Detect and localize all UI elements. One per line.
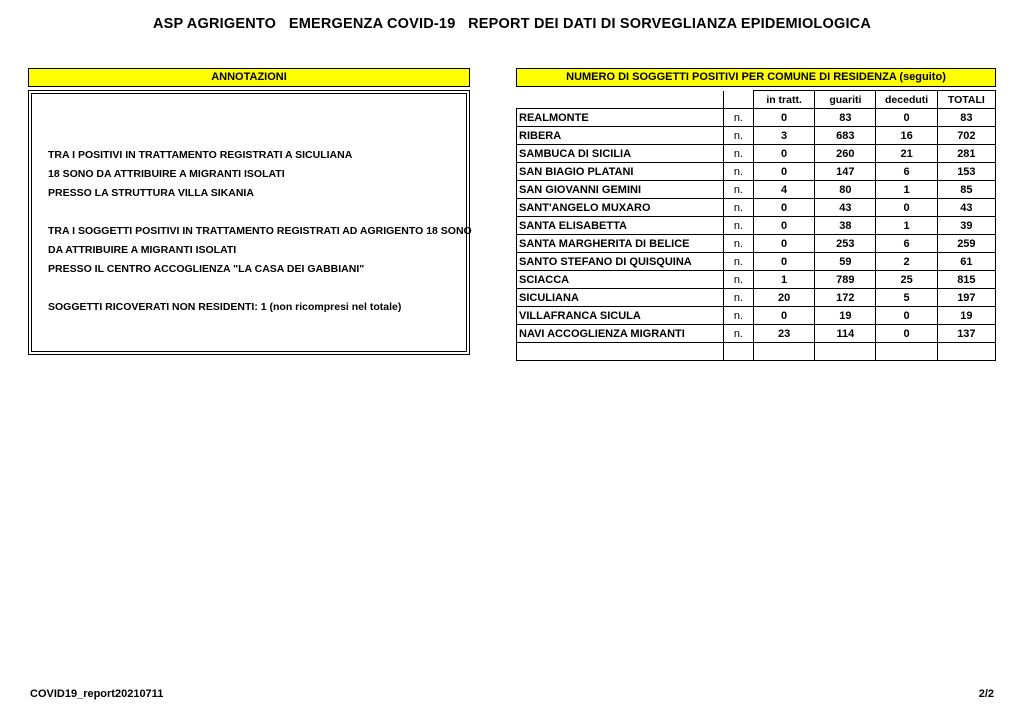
cell-in-trattamento: 0 — [753, 163, 814, 181]
cell-guariti: 43 — [815, 199, 876, 217]
positives-table — [516, 90, 996, 361]
annotation-line: TRA I SOGGETTI POSITIVI IN TRATTAMENTO REGISTRATI AD AGRIGENTO 18 SONO — [48, 225, 472, 237]
positives-table-panel — [516, 68, 996, 361]
cell-in-trattamento: 0 — [753, 307, 814, 325]
cell-unit: n. — [723, 289, 753, 307]
cell-totali: 197 — [937, 289, 995, 307]
footer-filename: COVID19_report20210711 — [30, 688, 164, 700]
positives-table-header: NUMERO DI SOGGETTI POSITIVI PER COMUNE DI RESIDENZA (seguito) — [516, 68, 996, 87]
cell-unit: n. — [723, 199, 753, 217]
cell-comune: SANTA MARGHERITA DI BELICE — [517, 235, 724, 253]
annotation-line: PRESSO LA STRUTTURA VILLA SIKANIA — [48, 187, 254, 199]
cell-comune — [517, 343, 724, 361]
column-header-guariti: guariti — [815, 91, 876, 109]
cell-comune: SAMBUCA DI SICILIA — [517, 145, 724, 163]
column-header-in-trattamento: in tratt. — [753, 91, 814, 109]
cell-guariti — [815, 343, 876, 361]
cell-guariti: 147 — [815, 163, 876, 181]
annotations-text-container — [31, 93, 472, 352]
cell-totali: 815 — [937, 271, 995, 289]
cell-comune: SANT'ANGELO MUXARO — [517, 199, 724, 217]
cell-totali: 39 — [937, 217, 995, 235]
annotation-line: 18 SONO DA ATTRIBUIRE A MIGRANTI ISOLATI — [48, 168, 285, 180]
cell-guariti: 172 — [815, 289, 876, 307]
cell-deceduti: 6 — [876, 163, 937, 181]
cell-in-trattamento: 4 — [753, 181, 814, 199]
cell-in-trattamento: 0 — [753, 235, 814, 253]
table-row — [517, 181, 996, 199]
column-header-unit — [723, 91, 753, 109]
column-header-deceduti: deceduti — [876, 91, 937, 109]
cell-guariti: 38 — [815, 217, 876, 235]
cell-comune: SICULIANA — [517, 289, 724, 307]
annotation-spacer — [48, 279, 466, 298]
cell-guariti: 260 — [815, 145, 876, 163]
annotations-panel — [28, 68, 470, 355]
cell-comune: SAN GIOVANNI GEMINI — [517, 181, 724, 199]
table-row — [517, 217, 996, 235]
cell-comune: VILLAFRANCA SICULA — [517, 307, 724, 325]
cell-totali: 137 — [937, 325, 995, 343]
table-row — [517, 109, 996, 127]
cell-unit: n. — [723, 307, 753, 325]
table-row — [517, 343, 996, 361]
cell-deceduti: 6 — [876, 235, 937, 253]
cell-deceduti: 21 — [876, 145, 937, 163]
cell-deceduti: 5 — [876, 289, 937, 307]
cell-comune: RIBERA — [517, 127, 724, 145]
table-row — [517, 289, 996, 307]
cell-deceduti: 16 — [876, 127, 937, 145]
table-row — [517, 127, 996, 145]
cell-comune: SAN BIAGIO PLATANI — [517, 163, 724, 181]
page-title: ASP AGRIGENTO EMERGENZA COVID-19 REPORT DEI DATI DI SORVEGLIANZA EPIDEMIOLOGICA — [152, 16, 872, 32]
cell-in-trattamento: 0 — [753, 253, 814, 271]
cell-in-trattamento: 0 — [753, 199, 814, 217]
column-header-totali: TOTALI — [937, 91, 995, 109]
cell-in-trattamento: 23 — [753, 325, 814, 343]
cell-deceduti: 2 — [876, 253, 937, 271]
cell-deceduti: 1 — [876, 217, 937, 235]
cell-unit: n. — [723, 145, 753, 163]
annotations-header: ANNOTAZIONI — [28, 68, 470, 87]
cell-deceduti: 0 — [876, 109, 937, 127]
cell-in-trattamento: 1 — [753, 271, 814, 289]
cell-totali: 19 — [937, 307, 995, 325]
cell-unit: n. — [723, 235, 753, 253]
annotation-spacer — [48, 203, 466, 222]
table-row — [517, 325, 996, 343]
cell-totali — [937, 343, 995, 361]
column-header-comune — [517, 91, 724, 109]
cell-deceduti: 25 — [876, 271, 937, 289]
cell-totali: 85 — [937, 181, 995, 199]
cell-totali: 702 — [937, 127, 995, 145]
cell-deceduti: 0 — [876, 325, 937, 343]
cell-totali: 43 — [937, 199, 995, 217]
table-row — [517, 253, 996, 271]
cell-comune: REALMONTE — [517, 109, 724, 127]
cell-totali: 259 — [937, 235, 995, 253]
cell-deceduti: 0 — [876, 199, 937, 217]
table-header-row — [517, 91, 996, 109]
cell-in-trattamento: 20 — [753, 289, 814, 307]
cell-guariti: 19 — [815, 307, 876, 325]
cell-in-trattamento: 3 — [753, 127, 814, 145]
table-row — [517, 163, 996, 181]
cell-in-trattamento: 0 — [753, 217, 814, 235]
cell-unit: n. — [723, 217, 753, 235]
cell-unit: n. — [723, 163, 753, 181]
cell-comune: SANTA ELISABETTA — [517, 217, 724, 235]
cell-guariti: 253 — [815, 235, 876, 253]
cell-unit: n. — [723, 181, 753, 199]
table-row — [517, 199, 996, 217]
cell-deceduti: 0 — [876, 307, 937, 325]
table-row — [517, 271, 996, 289]
cell-in-trattamento — [753, 343, 814, 361]
annotation-line: PRESSO IL CENTRO ACCOGLIENZA "LA CASA DEI GABBIANI" — [48, 263, 365, 275]
cell-unit: n. — [723, 109, 753, 127]
cell-deceduti: 1 — [876, 181, 937, 199]
annotation-line: TRA I POSITIVI IN TRATTAMENTO REGISTRATI A SICULIANA — [48, 149, 353, 161]
table-row — [517, 307, 996, 325]
cell-unit: n. — [723, 325, 753, 343]
cell-in-trattamento: 0 — [753, 145, 814, 163]
annotation-line: SOGGETTI RICOVERATI NON RESIDENTI: 1 (non ricompresi nel totale) — [48, 301, 402, 313]
cell-guariti: 59 — [815, 253, 876, 271]
table-row — [517, 145, 996, 163]
cell-in-trattamento: 0 — [753, 109, 814, 127]
cell-comune: SANTO STEFANO DI QUISQUINA — [517, 253, 724, 271]
table-body — [517, 109, 996, 361]
cell-totali: 281 — [937, 145, 995, 163]
cell-unit: n. — [723, 271, 753, 289]
cell-guariti: 683 — [815, 127, 876, 145]
cell-totali: 153 — [937, 163, 995, 181]
footer-page-number: 2/2 — [978, 688, 994, 700]
cell-unit: n. — [723, 253, 753, 271]
cell-unit — [723, 343, 753, 361]
cell-totali: 83 — [937, 109, 995, 127]
cell-comune: NAVI ACCOGLIENZA MIGRANTI — [517, 325, 724, 343]
cell-comune: SCIACCA — [517, 271, 724, 289]
table-row — [517, 235, 996, 253]
cell-guariti: 83 — [815, 109, 876, 127]
annotations-body — [28, 90, 470, 355]
cell-unit: n. — [723, 127, 753, 145]
cell-guariti: 80 — [815, 181, 876, 199]
cell-guariti: 114 — [815, 325, 876, 343]
cell-deceduti — [876, 343, 937, 361]
cell-totali: 61 — [937, 253, 995, 271]
annotation-line: DA ATTRIBUIRE A MIGRANTI ISOLATI — [48, 244, 237, 256]
cell-guariti: 789 — [815, 271, 876, 289]
